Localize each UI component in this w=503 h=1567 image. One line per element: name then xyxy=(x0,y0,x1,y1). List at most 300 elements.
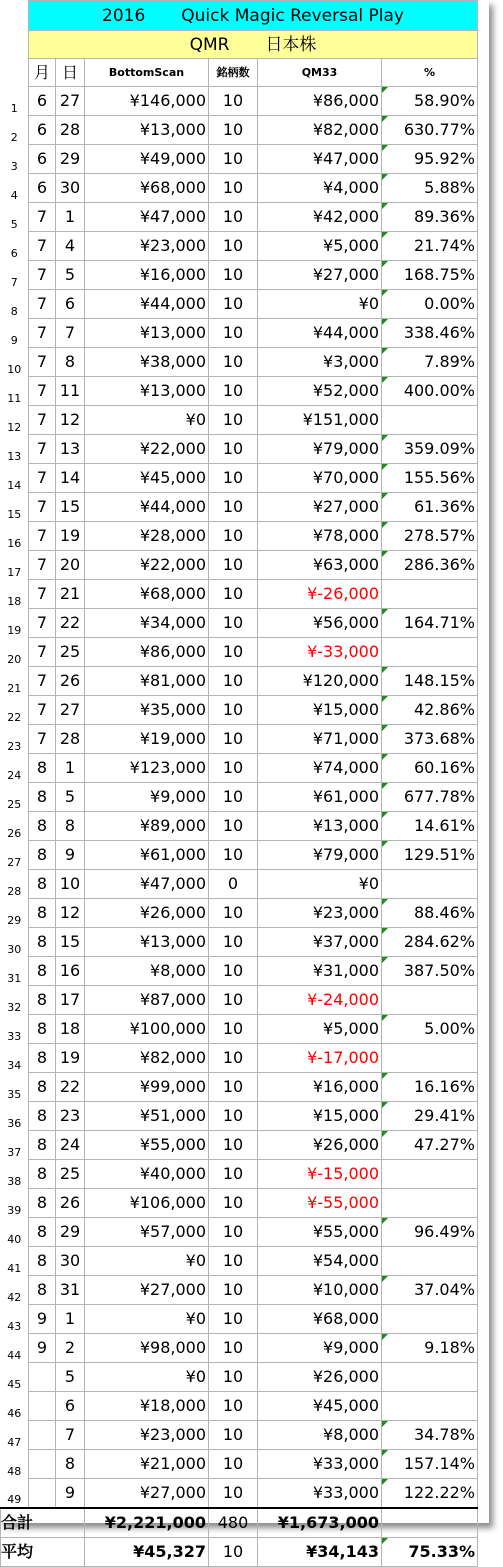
count-cell[interactable]: 10 xyxy=(209,348,258,377)
bottomscan-cell[interactable]: ¥68,000 xyxy=(85,174,209,203)
bottomscan-cell[interactable]: ¥28,000 xyxy=(85,522,209,551)
qm33-cell[interactable]: ¥55,000 xyxy=(258,1218,382,1247)
month-cell[interactable]: 7 xyxy=(29,667,56,696)
qm33-cell[interactable]: ¥-17,000 xyxy=(258,1044,382,1073)
count-cell[interactable]: 10 xyxy=(209,1305,258,1334)
count-cell[interactable]: 10 xyxy=(209,1189,258,1218)
percent-cell[interactable]: 129.51% xyxy=(382,841,478,870)
month-cell[interactable] xyxy=(29,1392,56,1421)
day-cell[interactable]: 26 xyxy=(56,1189,85,1218)
bottomscan-cell[interactable]: ¥0 xyxy=(85,1363,209,1392)
month-cell[interactable]: 7 xyxy=(29,348,56,377)
bottomscan-cell[interactable]: ¥47,000 xyxy=(85,203,209,232)
bottomscan-cell[interactable]: ¥55,000 xyxy=(85,1131,209,1160)
day-cell[interactable]: 31 xyxy=(56,1276,85,1305)
day-cell[interactable]: 14 xyxy=(56,464,85,493)
day-cell[interactable]: 27 xyxy=(56,87,85,116)
percent-cell[interactable]: 29.41% xyxy=(382,1102,478,1131)
month-cell[interactable]: 7 xyxy=(29,609,56,638)
bottomscan-cell[interactable]: ¥23,000 xyxy=(85,1421,209,1450)
count-cell[interactable]: 10 xyxy=(209,203,258,232)
day-cell[interactable]: 18 xyxy=(56,1015,85,1044)
percent-cell[interactable] xyxy=(382,1189,478,1218)
percent-cell[interactable]: 5.88% xyxy=(382,174,478,203)
qm33-cell[interactable]: ¥-15,000 xyxy=(258,1160,382,1189)
month-cell[interactable]: 8 xyxy=(29,1247,56,1276)
month-cell[interactable]: 7 xyxy=(29,522,56,551)
qm33-cell[interactable]: ¥15,000 xyxy=(258,1102,382,1131)
month-cell[interactable]: 7 xyxy=(29,290,56,319)
qm33-cell[interactable]: ¥23,000 xyxy=(258,899,382,928)
day-cell[interactable]: 16 xyxy=(56,957,85,986)
qm33-cell[interactable]: ¥70,000 xyxy=(258,464,382,493)
day-cell[interactable]: 10 xyxy=(56,870,85,899)
count-cell[interactable]: 10 xyxy=(209,667,258,696)
qm33-cell[interactable]: ¥26,000 xyxy=(258,1131,382,1160)
percent-cell[interactable] xyxy=(382,870,478,899)
month-cell[interactable]: 7 xyxy=(29,638,56,667)
month-cell[interactable] xyxy=(29,1450,56,1479)
average-row-percent[interactable]: 75.33% xyxy=(382,1538,478,1567)
bottomscan-cell[interactable]: ¥35,000 xyxy=(85,696,209,725)
percent-cell[interactable]: 5.00% xyxy=(382,1015,478,1044)
count-cell[interactable]: 10 xyxy=(209,783,258,812)
month-cell[interactable]: 8 xyxy=(29,1073,56,1102)
percent-cell[interactable]: 95.92% xyxy=(382,145,478,174)
bottomscan-cell[interactable]: ¥57,000 xyxy=(85,1218,209,1247)
month-cell[interactable]: 7 xyxy=(29,696,56,725)
qm33-cell[interactable]: ¥-26,000 xyxy=(258,580,382,609)
month-cell[interactable]: 7 xyxy=(29,261,56,290)
total-row-bottomscan[interactable]: ¥2,221,000 xyxy=(85,1508,209,1538)
count-cell[interactable]: 10 xyxy=(209,1421,258,1450)
percent-cell[interactable]: 37.04% xyxy=(382,1276,478,1305)
bottomscan-cell[interactable]: ¥19,000 xyxy=(85,725,209,754)
bottomscan-cell[interactable]: ¥51,000 xyxy=(85,1102,209,1131)
day-cell[interactable]: 22 xyxy=(56,609,85,638)
day-cell[interactable]: 1 xyxy=(56,754,85,783)
month-cell[interactable]: 7 xyxy=(29,580,56,609)
qm33-cell[interactable]: ¥79,000 xyxy=(258,435,382,464)
percent-cell[interactable]: 21.74% xyxy=(382,232,478,261)
count-cell[interactable]: 10 xyxy=(209,1102,258,1131)
month-cell[interactable]: 7 xyxy=(29,319,56,348)
day-cell[interactable]: 7 xyxy=(56,319,85,348)
count-cell[interactable]: 10 xyxy=(209,1073,258,1102)
day-cell[interactable]: 15 xyxy=(56,928,85,957)
bottomscan-cell[interactable]: ¥13,000 xyxy=(85,116,209,145)
percent-cell[interactable] xyxy=(382,1247,478,1276)
qm33-cell[interactable]: ¥-24,000 xyxy=(258,986,382,1015)
month-cell[interactable]: 8 xyxy=(29,1276,56,1305)
bottomscan-cell[interactable]: ¥21,000 xyxy=(85,1450,209,1479)
count-cell[interactable]: 10 xyxy=(209,812,258,841)
month-cell[interactable]: 8 xyxy=(29,928,56,957)
subtitle-cell[interactable] xyxy=(29,31,478,59)
percent-cell[interactable]: 89.36% xyxy=(382,203,478,232)
percent-cell[interactable]: 157.14% xyxy=(382,1450,478,1479)
day-cell[interactable]: 19 xyxy=(56,1044,85,1073)
percent-cell[interactable]: 0.00% xyxy=(382,290,478,319)
header-day[interactable]: 日 xyxy=(56,59,85,87)
day-cell[interactable]: 7 xyxy=(56,1421,85,1450)
count-cell[interactable]: 10 xyxy=(209,174,258,203)
count-cell[interactable]: 10 xyxy=(209,406,258,435)
day-cell[interactable]: 21 xyxy=(56,580,85,609)
month-cell[interactable]: 7 xyxy=(29,725,56,754)
header-percent[interactable]: % xyxy=(382,59,478,87)
count-cell[interactable]: 10 xyxy=(209,696,258,725)
qm33-cell[interactable]: ¥79,000 xyxy=(258,841,382,870)
count-cell[interactable]: 10 xyxy=(209,1218,258,1247)
percent-cell[interactable]: 42.86% xyxy=(382,696,478,725)
month-cell[interactable]: 9 xyxy=(29,1305,56,1334)
total-row-qm33[interactable]: ¥1,673,000 xyxy=(258,1508,382,1538)
bottomscan-cell[interactable]: ¥87,000 xyxy=(85,986,209,1015)
percent-cell[interactable]: 16.16% xyxy=(382,1073,478,1102)
count-cell[interactable]: 10 xyxy=(209,1363,258,1392)
qm33-cell[interactable]: ¥33,000 xyxy=(258,1450,382,1479)
count-cell[interactable]: 10 xyxy=(209,899,258,928)
count-cell[interactable]: 10 xyxy=(209,1450,258,1479)
bottomscan-cell[interactable]: ¥61,000 xyxy=(85,841,209,870)
month-cell[interactable]: 6 xyxy=(29,116,56,145)
percent-cell[interactable]: 34.78% xyxy=(382,1421,478,1450)
qm33-cell[interactable]: ¥9,000 xyxy=(258,1334,382,1363)
day-cell[interactable]: 8 xyxy=(56,812,85,841)
bottomscan-cell[interactable]: ¥44,000 xyxy=(85,493,209,522)
qm33-cell[interactable]: ¥5,000 xyxy=(258,1015,382,1044)
day-cell[interactable]: 22 xyxy=(56,1073,85,1102)
bottomscan-cell[interactable]: ¥27,000 xyxy=(85,1276,209,1305)
month-cell[interactable]: 8 xyxy=(29,986,56,1015)
total-row-label[interactable]: 合計 xyxy=(1,1508,85,1538)
qm33-cell[interactable]: ¥82,000 xyxy=(258,116,382,145)
month-cell[interactable]: 8 xyxy=(29,783,56,812)
qm33-cell[interactable]: ¥31,000 xyxy=(258,957,382,986)
title-cell[interactable] xyxy=(29,1,478,31)
month-cell[interactable] xyxy=(29,1363,56,1392)
day-cell[interactable]: 9 xyxy=(56,841,85,870)
day-cell[interactable]: 1 xyxy=(56,203,85,232)
month-cell[interactable]: 8 xyxy=(29,754,56,783)
month-cell[interactable]: 7 xyxy=(29,493,56,522)
qm33-cell[interactable]: ¥33,000 xyxy=(258,1479,382,1509)
bottomscan-cell[interactable]: ¥81,000 xyxy=(85,667,209,696)
day-cell[interactable]: 15 xyxy=(56,493,85,522)
bottomscan-cell[interactable]: ¥146,000 xyxy=(85,87,209,116)
qm33-cell[interactable]: ¥54,000 xyxy=(258,1247,382,1276)
day-cell[interactable]: 2 xyxy=(56,1334,85,1363)
qm33-cell[interactable]: ¥56,000 xyxy=(258,609,382,638)
count-cell[interactable]: 10 xyxy=(209,1276,258,1305)
month-cell[interactable]: 8 xyxy=(29,899,56,928)
qm33-cell[interactable]: ¥42,000 xyxy=(258,203,382,232)
bottomscan-cell[interactable]: ¥23,000 xyxy=(85,232,209,261)
bottomscan-cell[interactable]: ¥68,000 xyxy=(85,580,209,609)
bottomscan-cell[interactable]: ¥26,000 xyxy=(85,899,209,928)
percent-cell[interactable]: 9.18% xyxy=(382,1334,478,1363)
percent-cell[interactable]: 284.62% xyxy=(382,928,478,957)
qm33-cell[interactable]: ¥74,000 xyxy=(258,754,382,783)
count-cell[interactable]: 10 xyxy=(209,1247,258,1276)
percent-cell[interactable]: 387.50% xyxy=(382,957,478,986)
qm33-cell[interactable]: ¥3,000 xyxy=(258,348,382,377)
bottomscan-cell[interactable]: ¥0 xyxy=(85,406,209,435)
count-cell[interactable]: 10 xyxy=(209,609,258,638)
month-cell[interactable]: 6 xyxy=(29,145,56,174)
day-cell[interactable]: 17 xyxy=(56,986,85,1015)
percent-cell[interactable] xyxy=(382,1044,478,1073)
day-cell[interactable]: 28 xyxy=(56,116,85,145)
percent-cell[interactable]: 122.22% xyxy=(382,1479,478,1509)
day-cell[interactable]: 1 xyxy=(56,1305,85,1334)
qm33-cell[interactable]: ¥26,000 xyxy=(258,1363,382,1392)
count-cell[interactable]: 10 xyxy=(209,145,258,174)
count-cell[interactable]: 10 xyxy=(209,87,258,116)
day-cell[interactable]: 5 xyxy=(56,261,85,290)
count-cell[interactable]: 10 xyxy=(209,435,258,464)
count-cell[interactable]: 10 xyxy=(209,522,258,551)
bottomscan-cell[interactable]: ¥98,000 xyxy=(85,1334,209,1363)
bottomscan-cell[interactable]: ¥100,000 xyxy=(85,1015,209,1044)
header-month[interactable]: 月 xyxy=(29,59,56,87)
qm33-cell[interactable]: ¥63,000 xyxy=(258,551,382,580)
count-cell[interactable]: 10 xyxy=(209,1015,258,1044)
month-cell[interactable]: 9 xyxy=(29,1334,56,1363)
day-cell[interactable]: 24 xyxy=(56,1131,85,1160)
bottomscan-cell[interactable]: ¥22,000 xyxy=(85,551,209,580)
count-cell[interactable]: 10 xyxy=(209,464,258,493)
month-cell[interactable]: 8 xyxy=(29,1218,56,1247)
total-row-count[interactable]: 480 xyxy=(209,1508,258,1538)
count-cell[interactable]: 10 xyxy=(209,580,258,609)
percent-cell[interactable]: 286.36% xyxy=(382,551,478,580)
month-cell[interactable]: 6 xyxy=(29,174,56,203)
day-cell[interactable]: 8 xyxy=(56,348,85,377)
qm33-cell[interactable]: ¥120,000 xyxy=(258,667,382,696)
bottomscan-cell[interactable]: ¥47,000 xyxy=(85,870,209,899)
count-cell[interactable]: 10 xyxy=(209,1479,258,1509)
month-cell[interactable]: 7 xyxy=(29,203,56,232)
month-cell[interactable]: 7 xyxy=(29,377,56,406)
average-row-label[interactable]: 平均 xyxy=(1,1538,85,1567)
count-cell[interactable]: 10 xyxy=(209,1131,258,1160)
qm33-cell[interactable]: ¥52,000 xyxy=(258,377,382,406)
bottomscan-cell[interactable]: ¥8,000 xyxy=(85,957,209,986)
count-cell[interactable]: 10 xyxy=(209,1334,258,1363)
average-row-count[interactable]: 10 xyxy=(209,1538,258,1567)
qm33-cell[interactable]: ¥16,000 xyxy=(258,1073,382,1102)
percent-cell[interactable]: 359.09% xyxy=(382,435,478,464)
percent-cell[interactable]: 60.16% xyxy=(382,754,478,783)
percent-cell[interactable]: 373.68% xyxy=(382,725,478,754)
day-cell[interactable]: 30 xyxy=(56,1247,85,1276)
header-count[interactable]: 銘柄数 xyxy=(209,59,258,87)
month-cell[interactable]: 7 xyxy=(29,232,56,261)
bottomscan-cell[interactable]: ¥106,000 xyxy=(85,1189,209,1218)
count-cell[interactable]: 10 xyxy=(209,754,258,783)
count-cell[interactable]: 10 xyxy=(209,928,258,957)
month-cell[interactable]: 7 xyxy=(29,435,56,464)
qm33-cell[interactable]: ¥13,000 xyxy=(258,812,382,841)
count-cell[interactable]: 0 xyxy=(209,870,258,899)
bottomscan-cell[interactable]: ¥0 xyxy=(85,1305,209,1334)
day-cell[interactable]: 25 xyxy=(56,1160,85,1189)
percent-cell[interactable] xyxy=(382,580,478,609)
bottomscan-cell[interactable]: ¥13,000 xyxy=(85,928,209,957)
bottomscan-cell[interactable]: ¥13,000 xyxy=(85,319,209,348)
month-cell[interactable]: 7 xyxy=(29,464,56,493)
qm33-cell[interactable]: ¥4,000 xyxy=(258,174,382,203)
qm33-cell[interactable]: ¥27,000 xyxy=(258,261,382,290)
day-cell[interactable]: 26 xyxy=(56,667,85,696)
percent-cell[interactable] xyxy=(382,1305,478,1334)
qm33-cell[interactable]: ¥61,000 xyxy=(258,783,382,812)
count-cell[interactable]: 10 xyxy=(209,290,258,319)
day-cell[interactable]: 29 xyxy=(56,1218,85,1247)
month-cell[interactable]: 8 xyxy=(29,1015,56,1044)
qm33-cell[interactable]: ¥86,000 xyxy=(258,87,382,116)
month-cell[interactable]: 8 xyxy=(29,812,56,841)
month-cell[interactable] xyxy=(29,1421,56,1450)
qm33-cell[interactable]: ¥68,000 xyxy=(258,1305,382,1334)
count-cell[interactable]: 10 xyxy=(209,841,258,870)
count-cell[interactable]: 10 xyxy=(209,116,258,145)
month-cell[interactable]: 8 xyxy=(29,841,56,870)
day-cell[interactable]: 6 xyxy=(56,1392,85,1421)
qm33-cell[interactable]: ¥27,000 xyxy=(258,493,382,522)
percent-cell[interactable] xyxy=(382,986,478,1015)
qm33-cell[interactable]: ¥45,000 xyxy=(258,1392,382,1421)
qm33-cell[interactable]: ¥8,000 xyxy=(258,1421,382,1450)
day-cell[interactable]: 29 xyxy=(56,145,85,174)
count-cell[interactable]: 10 xyxy=(209,377,258,406)
day-cell[interactable]: 23 xyxy=(56,1102,85,1131)
percent-cell[interactable]: 47.27% xyxy=(382,1131,478,1160)
day-cell[interactable]: 28 xyxy=(56,725,85,754)
header-qm33[interactable]: QM33 xyxy=(258,59,382,87)
month-cell[interactable]: 7 xyxy=(29,406,56,435)
bottomscan-cell[interactable]: ¥9,000 xyxy=(85,783,209,812)
day-cell[interactable]: 12 xyxy=(56,406,85,435)
bottomscan-cell[interactable]: ¥22,000 xyxy=(85,435,209,464)
qm33-cell[interactable]: ¥0 xyxy=(258,870,382,899)
bottomscan-cell[interactable]: ¥40,000 xyxy=(85,1160,209,1189)
day-cell[interactable]: 25 xyxy=(56,638,85,667)
percent-cell[interactable]: 400.00% xyxy=(382,377,478,406)
percent-cell[interactable]: 96.49% xyxy=(382,1218,478,1247)
qm33-cell[interactable]: ¥15,000 xyxy=(258,696,382,725)
month-cell[interactable]: 8 xyxy=(29,957,56,986)
count-cell[interactable]: 10 xyxy=(209,1044,258,1073)
percent-cell[interactable]: 155.56% xyxy=(382,464,478,493)
bottomscan-cell[interactable]: ¥18,000 xyxy=(85,1392,209,1421)
bottomscan-cell[interactable]: ¥89,000 xyxy=(85,812,209,841)
percent-cell[interactable]: 88.46% xyxy=(382,899,478,928)
qm33-cell[interactable]: ¥-33,000 xyxy=(258,638,382,667)
bottomscan-cell[interactable]: ¥82,000 xyxy=(85,1044,209,1073)
day-cell[interactable]: 20 xyxy=(56,551,85,580)
month-cell[interactable]: 8 xyxy=(29,870,56,899)
bottomscan-cell[interactable]: ¥27,000 xyxy=(85,1479,209,1509)
bottomscan-cell[interactable]: ¥38,000 xyxy=(85,348,209,377)
header-bottomscan[interactable]: BottomScan xyxy=(85,59,209,87)
qm33-cell[interactable]: ¥10,000 xyxy=(258,1276,382,1305)
month-cell[interactable]: 8 xyxy=(29,1102,56,1131)
percent-cell[interactable]: 61.36% xyxy=(382,493,478,522)
count-cell[interactable]: 10 xyxy=(209,319,258,348)
percent-cell[interactable]: 148.15% xyxy=(382,667,478,696)
month-cell[interactable]: 8 xyxy=(29,1160,56,1189)
percent-cell[interactable]: 7.89% xyxy=(382,348,478,377)
percent-cell[interactable]: 14.61% xyxy=(382,812,478,841)
day-cell[interactable]: 12 xyxy=(56,899,85,928)
percent-cell[interactable] xyxy=(382,1392,478,1421)
day-cell[interactable]: 11 xyxy=(56,377,85,406)
count-cell[interactable]: 10 xyxy=(209,232,258,261)
percent-cell[interactable] xyxy=(382,406,478,435)
count-cell[interactable]: 10 xyxy=(209,493,258,522)
qm33-cell[interactable]: ¥151,000 xyxy=(258,406,382,435)
qm33-cell[interactable]: ¥5,000 xyxy=(258,232,382,261)
average-row-bottomscan[interactable]: ¥45,327 xyxy=(85,1538,209,1567)
month-cell[interactable]: 8 xyxy=(29,1189,56,1218)
bottomscan-cell[interactable]: ¥44,000 xyxy=(85,290,209,319)
qm33-cell[interactable]: ¥78,000 xyxy=(258,522,382,551)
count-cell[interactable]: 10 xyxy=(209,638,258,667)
bottomscan-cell[interactable]: ¥45,000 xyxy=(85,464,209,493)
percent-cell[interactable]: 338.46% xyxy=(382,319,478,348)
qm33-cell[interactable]: ¥47,000 xyxy=(258,145,382,174)
percent-cell[interactable]: 168.75% xyxy=(382,261,478,290)
count-cell[interactable]: 10 xyxy=(209,261,258,290)
bottomscan-cell[interactable]: ¥123,000 xyxy=(85,754,209,783)
percent-cell[interactable]: 58.90% xyxy=(382,87,478,116)
month-cell[interactable] xyxy=(29,1479,56,1509)
percent-cell[interactable]: 278.57% xyxy=(382,522,478,551)
bottomscan-cell[interactable]: ¥34,000 xyxy=(85,609,209,638)
qm33-cell[interactable]: ¥0 xyxy=(258,290,382,319)
day-cell[interactable]: 5 xyxy=(56,783,85,812)
qm33-cell[interactable]: ¥71,000 xyxy=(258,725,382,754)
day-cell[interactable]: 6 xyxy=(56,290,85,319)
day-cell[interactable]: 13 xyxy=(56,435,85,464)
percent-cell[interactable] xyxy=(382,1160,478,1189)
month-cell[interactable]: 7 xyxy=(29,551,56,580)
count-cell[interactable]: 10 xyxy=(209,551,258,580)
percent-cell[interactable]: 630.77% xyxy=(382,116,478,145)
day-cell[interactable]: 19 xyxy=(56,522,85,551)
bottomscan-cell[interactable]: ¥99,000 xyxy=(85,1073,209,1102)
qm33-cell[interactable]: ¥-55,000 xyxy=(258,1189,382,1218)
count-cell[interactable]: 10 xyxy=(209,725,258,754)
bottomscan-cell[interactable]: ¥86,000 xyxy=(85,638,209,667)
day-cell[interactable]: 9 xyxy=(56,1479,85,1509)
average-row-qm33[interactable]: ¥34,143 xyxy=(258,1538,382,1567)
count-cell[interactable]: 10 xyxy=(209,957,258,986)
month-cell[interactable]: 8 xyxy=(29,1131,56,1160)
day-cell[interactable]: 30 xyxy=(56,174,85,203)
percent-cell[interactable] xyxy=(382,1363,478,1392)
percent-cell[interactable]: 164.71% xyxy=(382,609,478,638)
percent-cell[interactable] xyxy=(382,638,478,667)
day-cell[interactable]: 27 xyxy=(56,696,85,725)
month-cell[interactable]: 8 xyxy=(29,1044,56,1073)
day-cell[interactable]: 8 xyxy=(56,1450,85,1479)
percent-cell[interactable]: 677.78% xyxy=(382,783,478,812)
bottomscan-cell[interactable]: ¥16,000 xyxy=(85,261,209,290)
